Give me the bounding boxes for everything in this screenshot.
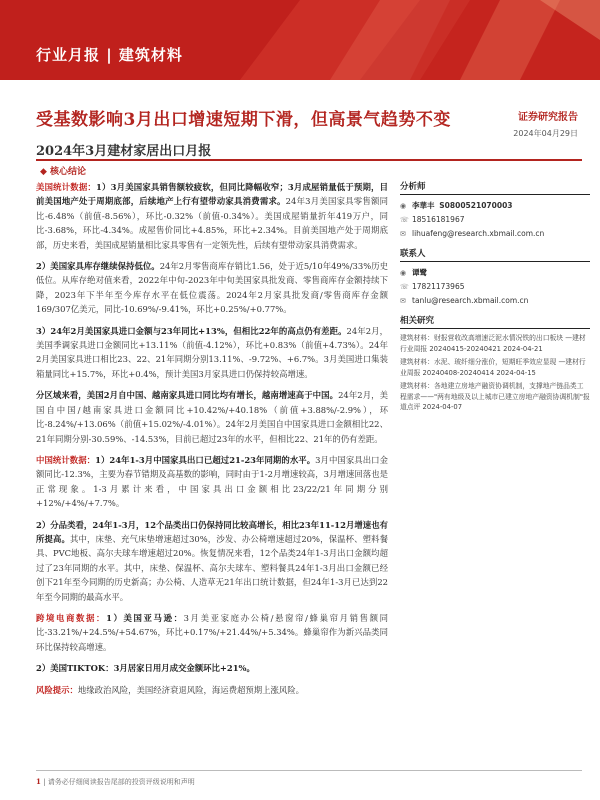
page-title: 受基数影响3月出口增速短期下滑，但高景气趋势不变 xyxy=(36,110,451,130)
paragraph-highlight: 1）美国亚马逊： xyxy=(106,612,184,623)
person-icon: ◉ xyxy=(400,269,407,277)
paragraph-lead: 中国统计数据： xyxy=(36,454,96,465)
body-paragraph xyxy=(36,259,388,317)
paragraph-text: 3月美亚家庭办公椅/悬窗帘/蜂巢帘月销售额同比-33.21%/+24.5%/+54.67%，环比+0.17%/+21.44%/+5.34%。蜂巢帘作为新兴品类同环比保持较高增速。 xyxy=(36,612,388,652)
report-category: 行业月报 | 建筑材料 xyxy=(36,46,183,64)
core-conclusion-label: ◆ 核心结论 xyxy=(40,167,87,177)
report-date: 2024年04月29日 xyxy=(513,129,578,138)
analyst-email[interactable]: lihuafeng@research.xbmail.com.cn xyxy=(412,229,545,238)
body-paragraph xyxy=(36,661,388,675)
footer xyxy=(36,777,195,787)
footer-divider xyxy=(36,770,582,771)
analyst-phone: 18516181967 xyxy=(412,215,465,224)
contact-email[interactable]: tanlu@research.xbmail.com.cn xyxy=(412,296,529,305)
paragraph-lead: 跨境电商数据： xyxy=(36,612,107,623)
contact-card xyxy=(400,266,590,308)
report-type-label: 证券研究报告 xyxy=(518,112,578,123)
body-paragraph xyxy=(36,388,388,446)
paragraph-highlight: 3）24年2月美国家具进口金额与23年同比+13%，但相比22年的高点仍有差距。 xyxy=(36,325,347,336)
contacts-heading: 联系人 xyxy=(400,247,590,262)
body-paragraph xyxy=(36,683,388,697)
analyst-card xyxy=(400,199,590,241)
paragraph-lead: 美国统计数据： xyxy=(36,182,97,192)
paragraph-highlight: 2）分品类看，24年1-3月，12个品类出口仍保持同比较高增长，相比23年11-12月增速也有所提高。 xyxy=(36,519,388,544)
paragraph-highlight: 分区域来看，美国2月自中国、越南家具进口同比均有增长，越南增速高于中国。 xyxy=(36,390,339,401)
disclaimer-text: | 请务必仔细阅读报告尾部的投资评级说明和声明 xyxy=(43,778,195,786)
contact-phone: 17821173965 xyxy=(412,282,465,291)
header-banner xyxy=(0,0,600,80)
contact-name: 谭鹭 xyxy=(412,268,427,277)
paragraph-highlight: 2）美国TIKTOK：3月居家日用月成交金额环比+21%。 xyxy=(36,663,255,674)
paragraph-text: 地缘政治风险，美国经济衰退风险，海运费超预期上涨风险。 xyxy=(77,684,304,695)
body-paragraph xyxy=(36,611,388,654)
phone-icon: ☏ xyxy=(400,216,409,224)
paragraph-highlight: 1）24年1-3月中国家具出口已超过21-23年同期的水平。 xyxy=(95,454,316,465)
paragraph-highlight: 2）美国家具库存继续保持低位。 xyxy=(36,261,160,272)
page-number: 1 xyxy=(36,777,41,786)
analyst-cert: S0800521070003 xyxy=(439,201,513,210)
email-icon: ✉ xyxy=(400,230,406,238)
related-research-item[interactable]: 建筑材料：各地建立房地产融资协调机制，支撑地产链品类工程需求——"两有地级及以上城市已建立房地产融资协调机制"报道点评 2024-04-07 xyxy=(400,382,590,411)
page-subtitle: 2024年3月建材家居出口月报 xyxy=(36,144,212,159)
related-research-item[interactable]: 建筑材料：财报营收改高增速泛泥水情况铁的出口板块 —建材行业周报 20240415-20240421 2024-04-21 xyxy=(400,334,586,353)
person-icon: ◉ xyxy=(400,202,407,210)
email-icon: ✉ xyxy=(400,297,406,305)
analysts-heading: 分析师 xyxy=(400,180,590,195)
related-research-item[interactable]: 建筑材料：水泥、玻纤细分涨价，短期旺季效应显现 —建材行业周报 20240408-20240414 2024-04-15 xyxy=(400,358,586,377)
analyst-name: 李華丰 xyxy=(412,201,435,210)
paragraph-text: 24年2月零售商库存销比1.56，处于近5/10年49%/33%历史低位。从库存绝对值来看，2022年中旬-2023年中旬美国家具批发商、零售商库存金额持续下降，2023年下半年至今库存水平在低位震荡。2024年2月家具批发商/零售商库存金额169/307亿美元，同比-10.69%/-9.41%，环比+0.25%/+0.77%。 xyxy=(36,261,388,315)
paragraph-text: 其中，床垫、充气床垫增速超过30%，沙发、办公椅增速超过20%，保温杯、塑料餐具、PVC地板、高尔夫球车增速超过20%。恢复情况来看，12个品类24年1-3月出口金额均超过了23年同期的水平。其中，床垫、保温杯、高尔夫球车、塑料餐具24年1-3月出口金额已经创下21年至今同期的历史新高；办公椅、人造草无21年出口统计数据，但24年1-3月已达到22年至今同期的最高水平。 xyxy=(36,533,388,602)
sidebar xyxy=(400,180,590,416)
paragraph-text: 24年2月，美国季调家具进口金额同比+13.11%（前值-4.12%），环比+0.83%（前值+4.73%）。24年2月美国家具进口相比23、22、21年同期分别13.11%、-9.72%、+6.7%。3月美国进口集装箱量同比+15.7%，环比+0.4%，预计美国3月家具进口仍保持较高增速。 xyxy=(36,325,388,379)
banner-decoration xyxy=(0,0,600,80)
paragraph-lead: 风险提示： xyxy=(36,684,78,695)
title-divider xyxy=(36,159,582,161)
paragraph-text: 24年2月，美国自中国/越南家具进口金额同比+10.42%/+40.18%（前值+3.88%/-2.9%），环比-8.24%/+13.06%（前值+15.02%/-4.01%）。24年2月美国自中国家具进口金额相比22、21年同期分别-30.59%、-14.53%，目前已超过23年的水平，但相比22、21年的仍有差距。 xyxy=(36,390,388,444)
body-paragraph xyxy=(36,453,388,511)
report-body xyxy=(36,180,388,704)
body-paragraph xyxy=(36,518,388,604)
body-paragraph xyxy=(36,324,388,382)
paragraph-text: 24年3月美国家具零售额同比-6.48%（前值-8.56%），环比-0.32%（前值-0.34%）。美国成屋销量折年419万户，同比-3.68%，环比-4.34%。成屋售价同比+4.85%，环比+2.34%。目前美国地产处于周期底部，历史来看，美国成屋销量相比家具零售有一定领先性，后续有望带动家具消费需求。 xyxy=(36,196,388,250)
paragraph-highlight: 1）3月美国家具销售额较疲软，但同比降幅收窄；3月成屋销量低于预期，目前美国地产处于周期底部，后续地产上行有望带动家具消费需求。 xyxy=(36,182,389,207)
phone-icon: ☏ xyxy=(400,283,409,291)
related-research-heading: 相关研究 xyxy=(400,314,590,329)
paragraph-text: 3月中国家具出口金额同比-12.3%，主要为春节错期及高基数的影响，同时由于1-2月增速较高，3月增速回落也是正常现象。1-3月累计来看，中国家具出口金额相比23/22/21年同期分别+12%/+4%/+7.7%。 xyxy=(36,454,388,509)
body-paragraph xyxy=(36,180,388,252)
